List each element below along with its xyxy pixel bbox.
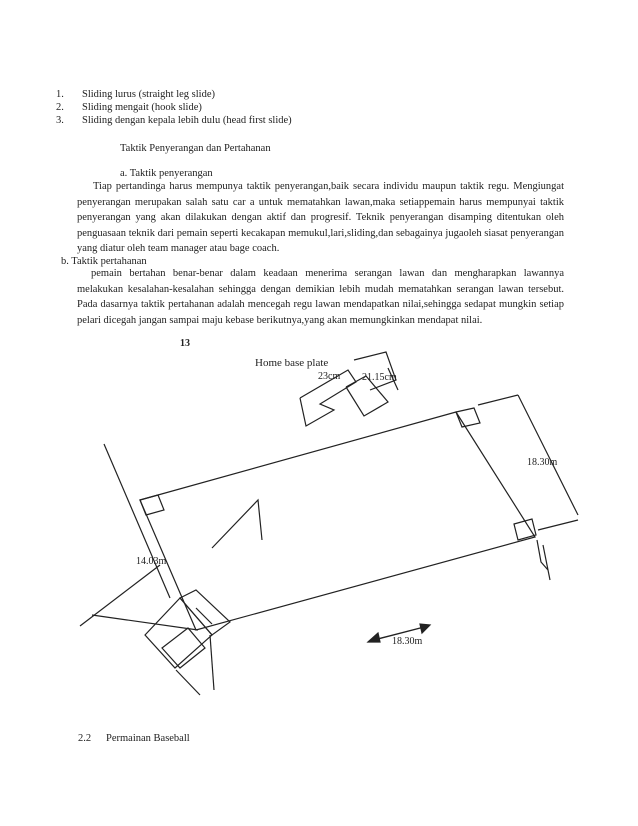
section-heading: Taktik Penyerangan dan Pertahanan bbox=[120, 143, 271, 154]
batters-box-line bbox=[210, 635, 214, 690]
dimension-line bbox=[478, 395, 518, 405]
inner-line bbox=[212, 500, 262, 548]
list-text: Sliding dengan kepala lebih dulu (head first slide) bbox=[82, 115, 292, 126]
dimension-label: 14.03m bbox=[136, 556, 167, 567]
section-number: 2.2 bbox=[78, 733, 92, 744]
dimension-line bbox=[538, 520, 578, 530]
section-title: Permainan Baseball bbox=[106, 733, 190, 744]
batters-box-line bbox=[176, 670, 200, 695]
baseline bbox=[104, 444, 170, 598]
baseball-field-diagram bbox=[0, 330, 638, 700]
dimension-label: 18.30m bbox=[392, 636, 423, 647]
paragraph-defense: pemain bertahan benar-benar dalam keadaan menerima serangan lawan dan mengharapkan lawannya melakukan kesalahan-kesalahan sehingga dengan demikian lebih mudah mematahkan serangan lawan tersebut. Pada dasarnya taktik pertahanan adalah mencegah regu lawan mendapatkan nilai,sehingga sedapat mungkin setiap pelari dicegah jangan sampai maju kebase berikutnya,yang akan memungkinkan mendapat nilai. bbox=[77, 268, 564, 326]
subheading-defense: b. Taktik pertahanan bbox=[61, 256, 147, 267]
list-text: Sliding mengait (hook slide) bbox=[82, 102, 202, 113]
list-item bbox=[56, 114, 292, 127]
field-outline bbox=[140, 412, 535, 630]
base-box bbox=[140, 495, 164, 515]
list-number: 2. bbox=[56, 102, 64, 113]
batters-box bbox=[162, 628, 205, 668]
field-mark bbox=[537, 540, 548, 570]
diagram-number: 13 bbox=[180, 338, 190, 349]
dimension-line bbox=[518, 395, 578, 515]
list-item bbox=[56, 88, 292, 101]
baseline bbox=[92, 615, 198, 630]
baseline bbox=[80, 565, 160, 626]
arrow-head bbox=[368, 633, 380, 642]
dimension-label: 18.30m bbox=[527, 457, 558, 468]
list-text: Sliding lurus (straight leg slide) bbox=[82, 89, 215, 100]
sliding-list bbox=[56, 88, 292, 127]
list-item bbox=[56, 101, 292, 114]
batters-box-line bbox=[196, 608, 212, 624]
dimension-label: 21.15cm bbox=[362, 372, 397, 383]
home-plate-label: Home base plate bbox=[255, 357, 329, 369]
list-number: 3. bbox=[56, 115, 64, 126]
arrow-head bbox=[420, 624, 430, 633]
list-number: 1. bbox=[56, 89, 64, 100]
dimension-label: 23cm bbox=[318, 371, 341, 382]
field-mark bbox=[543, 545, 550, 580]
subheading-attack: a. Taktik penyerangan bbox=[120, 168, 213, 179]
paragraph-attack: Tiap pertandinga harus mempunya taktik penyerangan,baik secara individu maupun taktik regu. Mengiungat penyerangan merupakan salah satu car a untuk mematahkan lawan,maka setiappemain harus mempunyai taktik penyerangan yang akan dilakukan dengan aktif dan progresif. Teknik penyerangan disamping ditentukan oleh penguasaan teknik dari pemain seperti kecakapan memukul,lari,sliding,dan sebagainya jugaoleh siasat penyerangan yang diatur oleh team manager atau bage coach. bbox=[77, 181, 564, 254]
section-footer bbox=[78, 733, 190, 744]
batters-box bbox=[145, 598, 212, 668]
